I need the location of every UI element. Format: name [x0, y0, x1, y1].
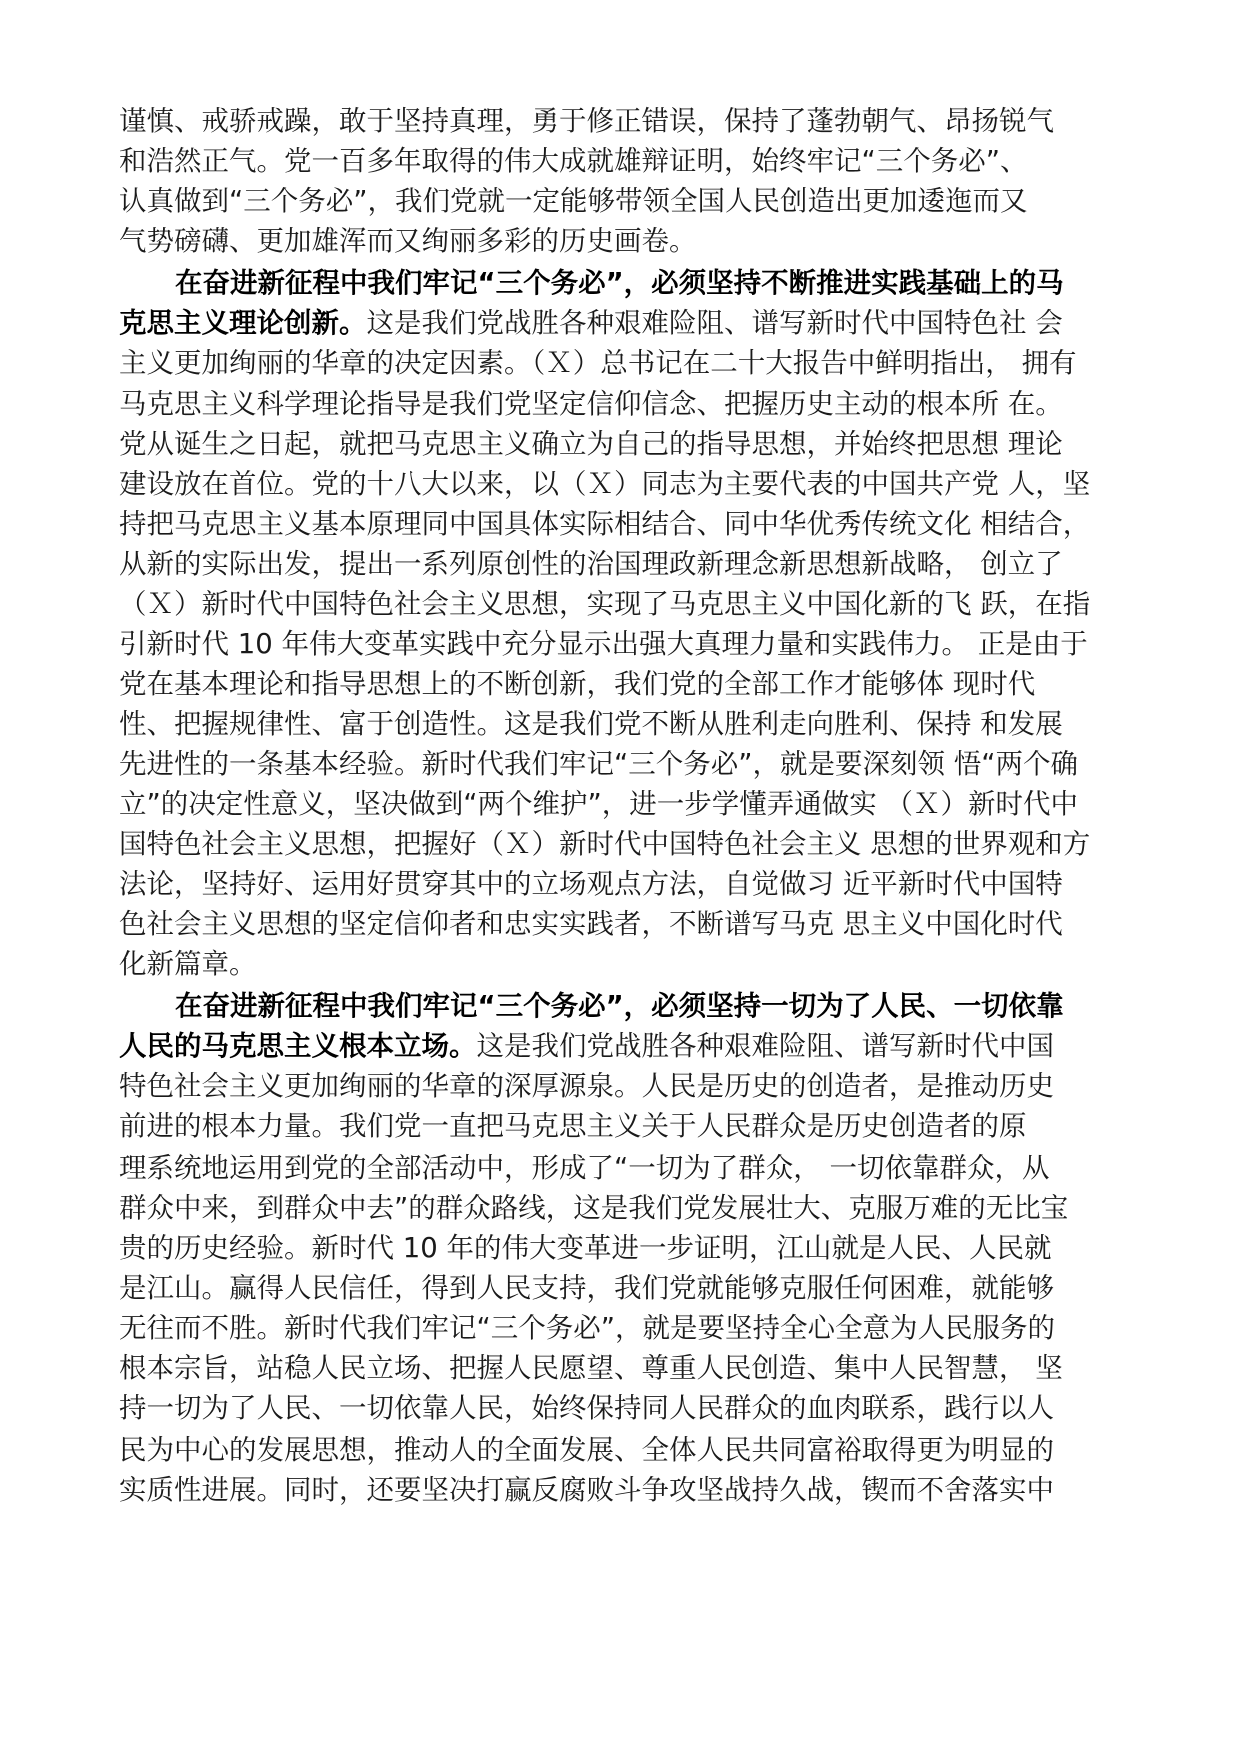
text-line: 持一切为了人民、一切依靠人民，始终保持同人民群众的血肉联系，践行以人	[119, 1392, 1054, 1424]
text-line: 和浩然正气。党一百多年取得的伟大成就雄辩证明，始终牢记“三个务必”、	[119, 145, 1028, 177]
section-heading-line: 克思主义理论创新。这是我们党战胜各种艰难险阻、谱写新时代中国特色社 会	[119, 307, 1063, 339]
text-line: 性、把握规律性、富于创造性。这是我们党不断从胜利走向胜利、保持 和发展	[119, 708, 1063, 740]
text-line: 认真做到“三个务必”，我们党就一定能够带领全国人民创造出更加逶迤而又	[119, 185, 1028, 217]
text-line: 民为中心的发展思想，推动人的全面发展、全体人民共同富裕取得更为明显的	[119, 1434, 1054, 1466]
text-line: 持把马克思主义基本原理同中国具体实际相结合、同中华优秀传统文化 相结合，	[119, 508, 1091, 540]
text-line: 贵的历史经验。新时代 10 年的伟大变革进一步证明，江山就是人民、人民就	[119, 1232, 1052, 1264]
text-line: 先进性的一条基本经验。新时代我们牢记“三个务必”，就是要深刻领 悟“两个确	[119, 748, 1078, 780]
text-line: 根本宗旨，站稳人民立场、把握人民愿望、尊重人民创造、集中人民智慧， 坚	[119, 1352, 1063, 1384]
section-heading-line: 在奋进新征程中我们牢记“三个务必”，必须坚持一切为了人民、一切依靠	[175, 990, 1064, 1022]
text-line: 建设放在首位。党的十八大以来，以（Ｘ）同志为主要代表的中国共产党 人，坚	[119, 468, 1091, 500]
text-line: 理系统地运用到党的全部活动中，形成了“一切为了群众， 一切依靠群众，从	[119, 1152, 1050, 1184]
text-line: 群众中来，到群众中去”的群众路线，这是我们党发展壮大、克服万难的无比宝	[119, 1192, 1069, 1224]
text-line: 色社会主义思想的坚定信仰者和忠实实践者，不断谱写马克 思主义中国化时代	[119, 908, 1063, 940]
text-line: 国特色社会主义思想，把握好（Ｘ）新时代中国特色社会主义 思想的世界观和方	[119, 828, 1091, 860]
text-line: 党在基本理论和指导思想上的不断创新，我们党的全部工作才能够体 现时代	[119, 668, 1036, 700]
text-line: （Ｘ）新时代中国特色社会主义思想，实现了马克思主义中国化新的飞 跃，在指	[119, 588, 1091, 620]
text-line: 化新篇章。	[119, 948, 257, 980]
text-line: 是江山。赢得人民信任，得到人民支持，我们党就能够克服任何困难，就能够	[119, 1272, 1054, 1304]
text-line: 谨慎、戒骄戒躁，敢于坚持真理，勇于修正错误，保持了蓬勃朝气、昂扬锐气	[119, 105, 1054, 137]
text-line: 实质性进展。同时，还要坚决打赢反腐败斗争攻坚战持久战，锲而不舍落实中	[119, 1474, 1054, 1506]
text-line: 特色社会主义更加绚丽的华章的深厚源泉。人民是历史的创造者，是推动历史	[119, 1070, 1054, 1102]
text-line: 前进的根本力量。我们党一直把马克思主义关于人民群众是历史创造者的原	[119, 1110, 1027, 1142]
section-heading-line: 在奋进新征程中我们牢记“三个务必”，必须坚持不断推进实践基础上的马	[175, 267, 1064, 299]
text-line: 马克思主义科学理论指导是我们党坚定信仰信念、把握历史主动的根本所 在。	[119, 388, 1063, 420]
text-line: 无往而不胜。新时代我们牢记“三个务必”，就是要坚持全心全意为人民服务的	[119, 1312, 1055, 1344]
section-heading-line: 人民的马克思主义根本立场。这是我们党战胜各种艰难险阻、谱写新时代中国	[119, 1030, 1054, 1062]
text-line: 党从诞生之日起，就把马克思主义确立为自己的指导思想，并始终把思想 理论	[119, 428, 1063, 460]
text-line: 气势磅礴、更加雄浑而又绚丽多彩的历史画卷。	[119, 225, 697, 257]
text-line: 法论，坚持好、运用好贯穿其中的立场观点方法，自觉做习 近平新时代中国特	[119, 868, 1063, 900]
text-line: 引新时代 10 年伟大变革实践中充分显示出强大真理力量和实践伟力。 正是由于	[119, 628, 1088, 660]
text-line: 立”的决定性意义，坚决做到“两个维护”，进一步学懂弄通做实 （Ｘ）新时代中	[119, 788, 1078, 820]
text-line: 从新的实际出发，提出一系列原创性的治国理政新理念新思想新战略， 创立了	[119, 548, 1063, 580]
text-line: 主义更加绚丽的华章的决定因素。（Ｘ）总书记在二十大报告中鲜明指出， 拥有	[119, 347, 1077, 379]
